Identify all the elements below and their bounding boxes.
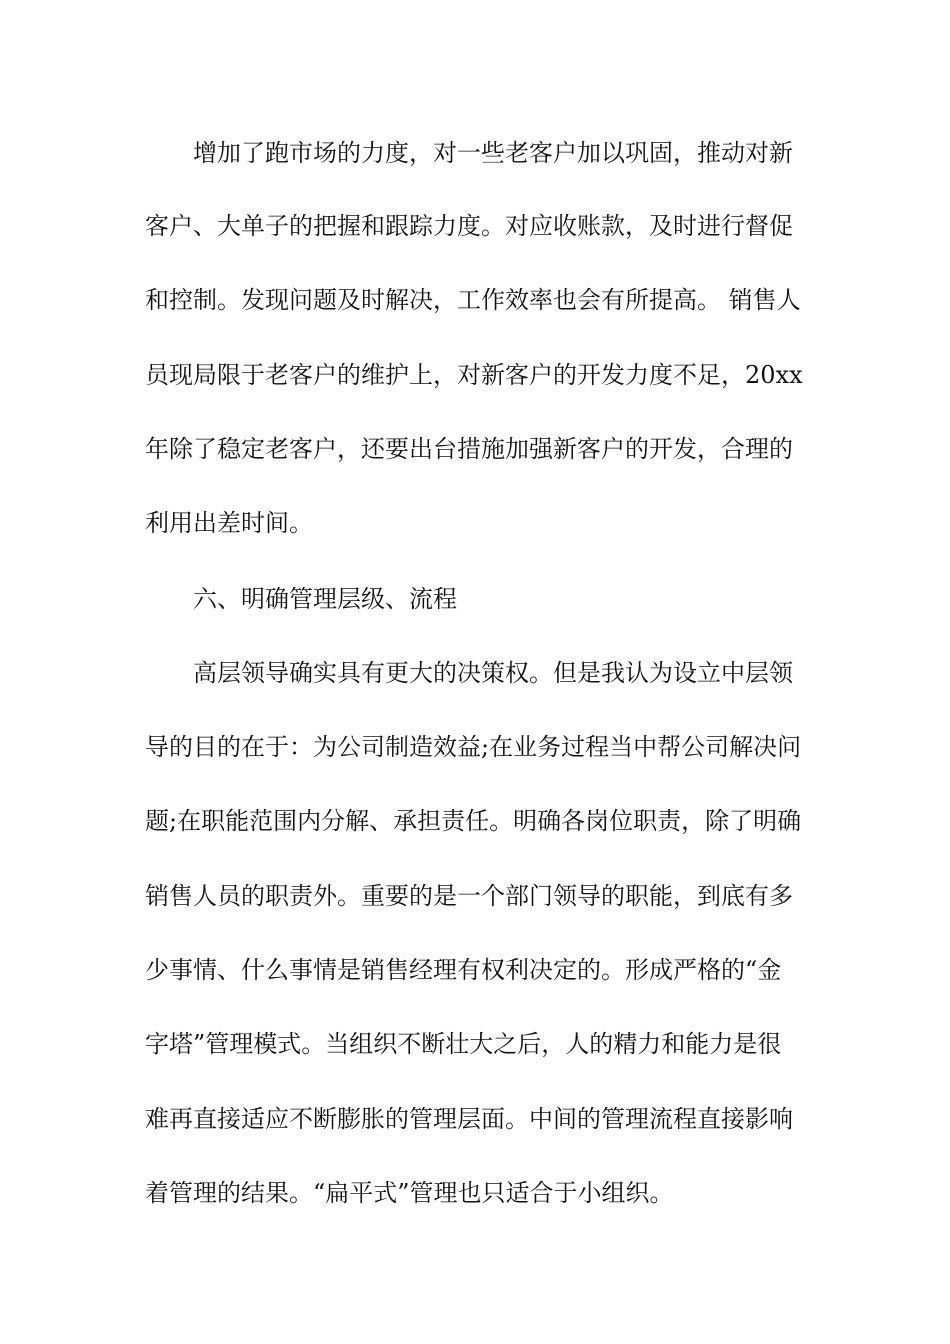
paragraph-line-11: 销售人员的职责外。重要的是一个部门领导的职能，到底有多 xyxy=(145,882,793,910)
paragraph-line-5: 年除了稳定老客户，还要出台措施加强新客户的开发，合理的 xyxy=(145,435,793,463)
paragraph-line-12: 少事情、什么事情是销售经理有权利决定的。形成严格的“金 xyxy=(145,956,782,984)
paragraph-line-1: 增加了跑市场的力度，对一些老客户加以巩固，推动对新 xyxy=(193,139,793,167)
paragraph-line-14: 难再直接适应不断膨胀的管理层面。中间的管理流程直接影响 xyxy=(145,1105,793,1133)
paragraph-line-15: 着管理的结果。“扁平式”管理也只适合于小组织。 xyxy=(145,1179,674,1207)
paragraph-line-6: 利用出差时间。 xyxy=(145,509,313,537)
paragraph-line-4: 员现局限于老客户的维护上，对新客户的开发力度不足，20xx xyxy=(145,361,803,389)
paragraph-line-2: 客户、大单子的把握和跟踪力度。对应收账款，及时进行督促 xyxy=(145,212,793,240)
paragraph-line-10: 题;在职能范围内分解、承担责任。明确各岗位职责，除了明确 xyxy=(145,807,802,835)
section-heading: 六、明确管理层级、流程 xyxy=(193,585,457,613)
paragraph-line-13: 字塔”管理模式。当组织不断壮大之后，人的精力和能力是很 xyxy=(145,1030,782,1058)
paragraph-line-9: 导的目的在于：为公司制造效益;在业务过程当中帮公司解决问 xyxy=(145,733,802,761)
paragraph-line-3: 和控制。发现问题及时解决，工作效率也会有所提高。 销售人 xyxy=(145,286,801,314)
paragraph-line-8: 高层领导确实具有更大的决策权。但是我认为设立中层领 xyxy=(193,659,793,687)
